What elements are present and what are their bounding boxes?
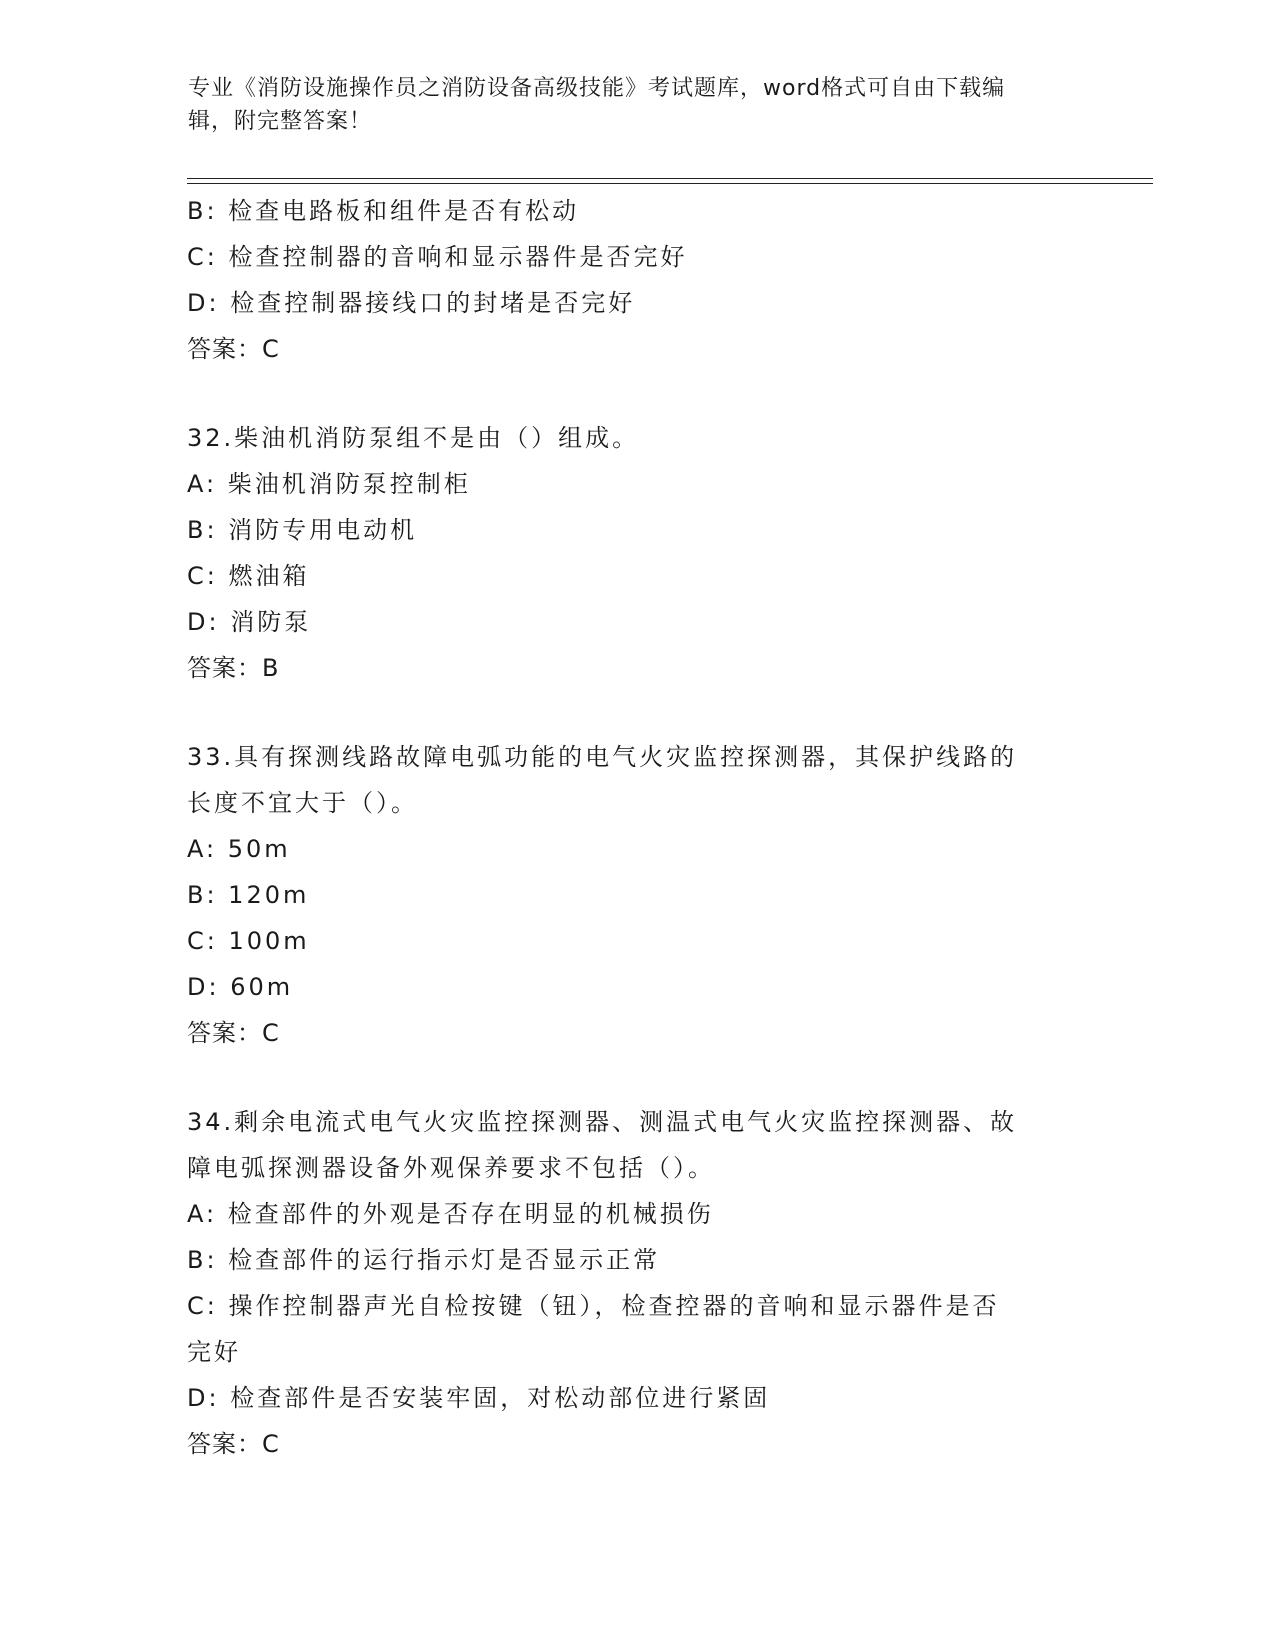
- block-spacer: [187, 1056, 1087, 1099]
- option-line: B: 检查电路板和组件是否有松动: [187, 197, 580, 225]
- header-line-1: 专业《消防设施操作员之消防设备高级技能》考试题库，word格式可自由下载编: [188, 76, 1006, 101]
- document-header: [188, 72, 1068, 138]
- option-line: C: 燃油箱: [187, 562, 310, 590]
- option-line: D: 检查部件是否安装牢固，对松动部位进行紧固: [187, 1384, 771, 1412]
- question-stem: 32.柴油机消防泵组不是由（）组成。: [187, 424, 640, 452]
- answer-line: 答案：C: [187, 1430, 280, 1458]
- header-divider-top: [187, 178, 1153, 179]
- question-stem-continued: 长度不宜大于（）。: [187, 789, 418, 817]
- block-spacer: [187, 372, 1087, 415]
- option-line-continued: 完好: [187, 1338, 241, 1366]
- option-line: C: 100m: [187, 927, 310, 955]
- answer-line: 答案：B: [187, 654, 280, 682]
- option-line: B: 120m: [187, 881, 310, 909]
- question-stem-continued: 障电弧探测器设备外观保养要求不包括（）。: [187, 1154, 715, 1182]
- option-line: D: 消防泵: [187, 608, 312, 636]
- option-line: C: 操作控制器声光自检按键（钮），检查控器的音响和显示器件是否: [187, 1292, 1000, 1320]
- question-stem: 33.具有探测线路故障电弧功能的电气火灾监控探测器，其保护线路的: [187, 743, 1018, 771]
- option-line: D: 检查控制器接线口的封堵是否完好: [187, 289, 636, 317]
- answer-line: 答案：C: [187, 335, 280, 363]
- answer-line: 答案：C: [187, 1019, 280, 1047]
- option-line: A: 柴油机消防泵控制柜: [187, 470, 471, 498]
- option-line: D: 60m: [187, 973, 294, 1001]
- question-stem: 34.剩余电流式电气火灾监控探测器、测温式电气火灾监控探测器、故: [187, 1108, 1018, 1136]
- header-divider-bottom: [187, 183, 1153, 184]
- question-list: [187, 188, 1087, 1467]
- option-line: B: 消防专用电动机: [187, 516, 418, 544]
- header-line-2: 辑，附完整答案！: [188, 109, 373, 134]
- option-line: A: 50m: [187, 835, 291, 863]
- block-spacer: [187, 691, 1087, 734]
- option-line: C: 检查控制器的音响和显示器件是否完好: [187, 243, 688, 271]
- question-block: [187, 734, 1087, 1056]
- question-block: [187, 188, 1087, 372]
- question-block: [187, 415, 1087, 691]
- option-line: A: 检查部件的外观是否存在明显的机械损伤: [187, 1200, 714, 1228]
- option-line: B: 检查部件的运行指示灯是否显示正常: [187, 1246, 661, 1274]
- question-block: [187, 1099, 1087, 1467]
